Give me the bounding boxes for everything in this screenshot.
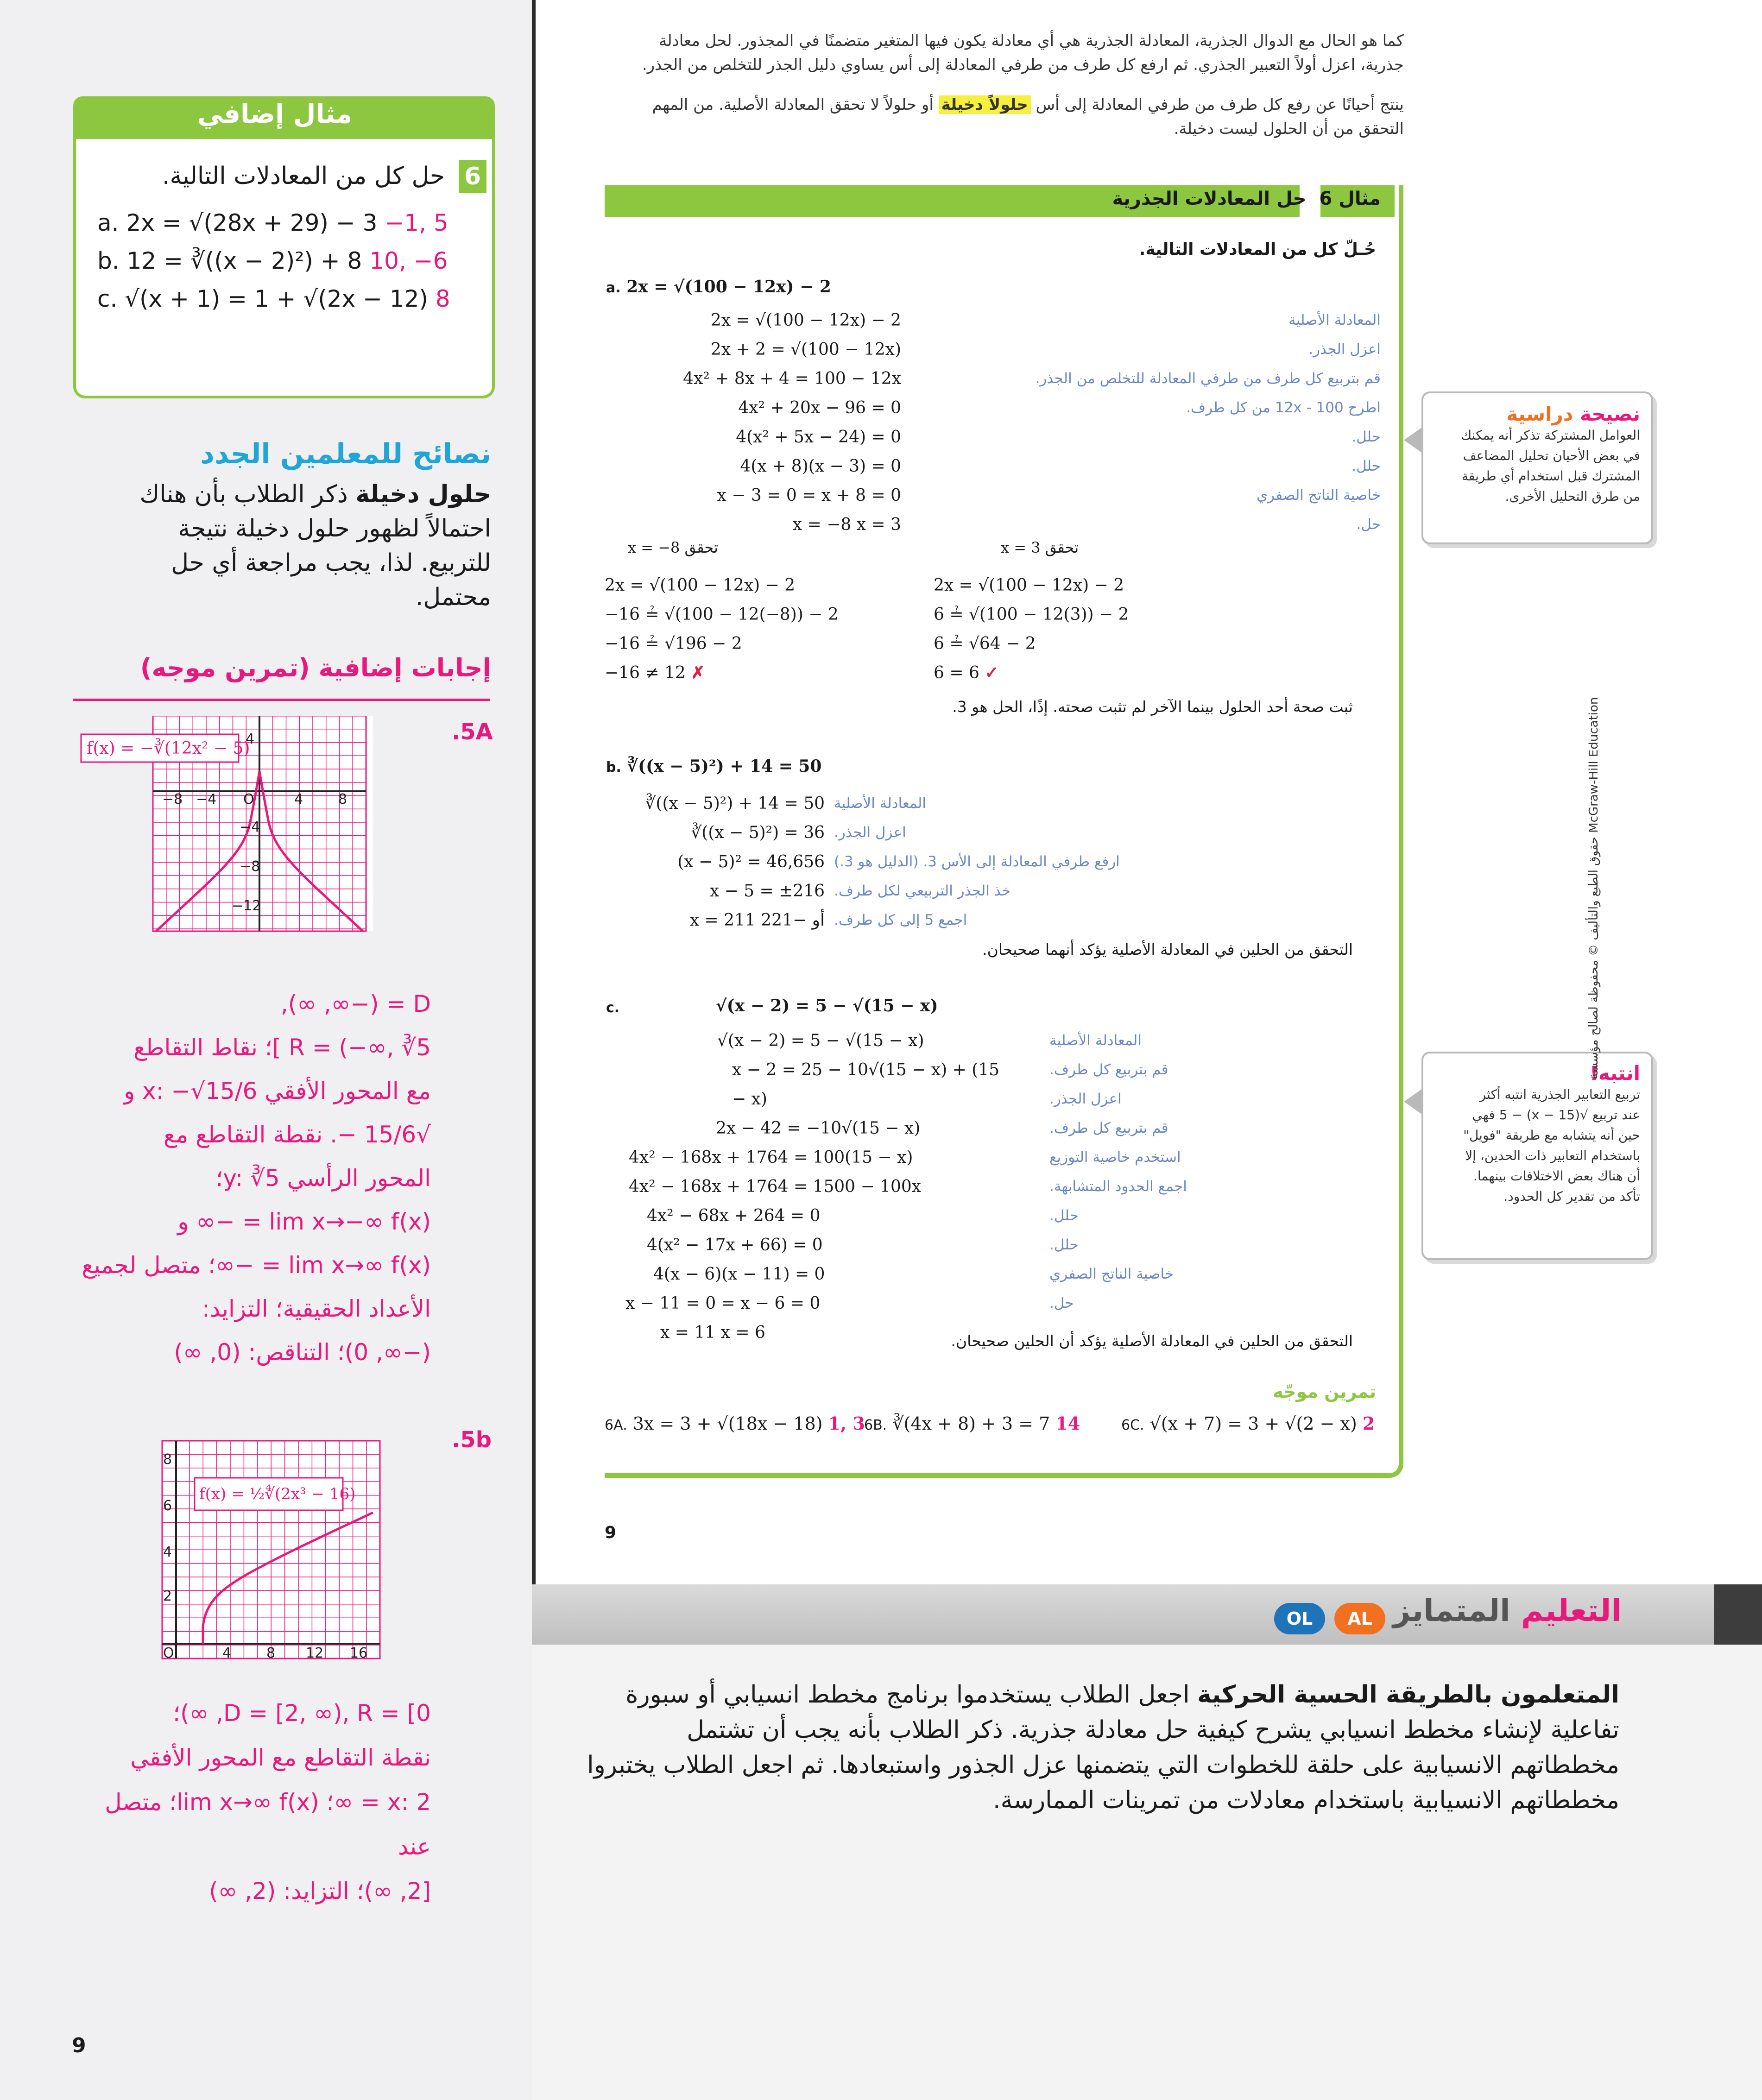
check-right: 2x = √(100 − 12x) − 2 6 ≟ √(100 − 12(3)) − 2 6 ≟ √64 − 2 6 = 6 ✓	[934, 576, 1129, 682]
check-left-title: x = −8 تحقق	[628, 539, 718, 556]
additional-example-number: 6	[459, 160, 486, 193]
answer-5b-label: .5b	[452, 1427, 492, 1453]
tick-x: 8	[266, 1645, 276, 1661]
step-eq: x = 211 أو −221	[689, 911, 825, 930]
step-note: المعادلة الأصلية	[1049, 1032, 1142, 1049]
step-eq: x − 2 = 25 − 10√(15 − x) + (15 − x)	[732, 1060, 1000, 1109]
step-note: حلل.	[1049, 1207, 1079, 1224]
step-note: حلل.	[1351, 458, 1381, 474]
differentiated-instruction-panel	[532, 1584, 1762, 2100]
tick-x: −8	[162, 791, 183, 807]
graph-5b-fn-label: f(x) = ½∜(2x³ − 16)	[199, 1485, 356, 1503]
check-right-title: x = 3 تحقق	[1001, 539, 1079, 556]
study-tip-pointer	[1404, 427, 1422, 453]
step-eq: 4x² − 168x + 1764 = 1500 − 100x	[629, 1177, 922, 1196]
step-note: استخدم خاصية التوزيع	[1049, 1149, 1181, 1166]
part-a-steps-notes	[917, 306, 1381, 539]
column-divider	[532, 0, 536, 1589]
step-eq: x = −8 x = 3	[792, 515, 901, 534]
step-eq: 2x − 42 = −10√(15 − x)	[716, 1119, 921, 1138]
watch-out-pointer	[1404, 1089, 1422, 1115]
answer-5b-text: D = [2, ∞), R = [0, ∞)؛ نقطة التقاطع مع المحور الأفقي x: 2 = ∞؛ lim x→∞ f(x)؛ متصل عند [2, ∞)؛ التزايد: (2, ∞)	[105, 1700, 431, 1905]
step-note: قم بتربيع كل طرف من طرفي المعادلة للتخلص من الجذر.	[1035, 370, 1381, 387]
tick-x: 4	[222, 1645, 232, 1661]
step-note: اجمع 5 إلى كل طرف.	[834, 912, 967, 928]
step-note: اطرح 12x - 100 من كل طرف.	[1186, 399, 1381, 416]
example-title: مثال 6 حل المعادلات الجذرية	[1112, 188, 1381, 209]
page-number: 9	[605, 1523, 617, 1542]
extraneous-roots-term: حلولاً دخيلة	[939, 95, 1031, 114]
guided-item-6b: 6B. ∛(4x + 8) + 3 = 7 14	[864, 1413, 1080, 1434]
diff-bar-end	[1714, 1584, 1762, 1645]
tick-y: 6	[163, 1498, 172, 1514]
step-eq: ∛((x − 5)²) = 36	[691, 823, 825, 842]
tick-y: 2	[163, 1588, 172, 1604]
step-eq: x − 3 = 0 = x + 8 = 0	[717, 486, 901, 505]
step-note: خاصية الناتج الصفري	[1049, 1266, 1174, 1282]
graph-5a	[76, 716, 373, 938]
step-eq: 4x² − 68x + 264 = 0	[647, 1206, 821, 1225]
step-eq: 4(x² − 17x + 66) = 0	[647, 1236, 823, 1255]
step-eq: 4(x − 6)(x − 11) = 0	[653, 1265, 825, 1284]
new-teacher-tips-title: نصائح للمعلمين الجدد	[200, 438, 491, 470]
step-note: قم بتربيع كل طرف.	[1049, 1120, 1168, 1136]
step-note: اعزل الجذر.	[1308, 341, 1381, 358]
watch-out-box: انتبه! تربيع التعابير الجذرية انتبه أكثر عند تربيع √(15 − x) − 5 فهي حين أنه يتشابه مع طريقة "فويل" باستخدام التعابير ذات الحدين، إلا أن هناك بعض الاختلافات بينهما. تأكد من تقدير كل الحدود.	[1421, 1052, 1653, 1260]
step-eq: 4x² + 8x + 4 = 100 − 12x	[683, 369, 901, 388]
level-badge-al: AL	[1334, 1603, 1385, 1634]
copyright-notice: حقوق الطبع والتأليف © محفوظة لصالح مؤسسة McGraw-Hill Education	[1587, 697, 1601, 1079]
part-b-problem: b. ∛((x − 5)²) + 14 = 50	[606, 757, 822, 776]
tick-x: 8	[338, 791, 347, 807]
tick-x: O	[163, 1645, 174, 1661]
part-a-conclusion: ثبت صحة أحد الحلول بينما الآخر لم تثبت صحته. إذًا، الحل هو 3.	[952, 698, 1353, 716]
step-eq: x − 5 = ±216	[709, 882, 825, 901]
guided-practice-label: تمرين موجّه	[1273, 1381, 1376, 1402]
guided-item-6c: 6C. √(x + 7) = 3 + √(2 − x) 2	[1121, 1413, 1375, 1434]
tick-x: 4	[294, 791, 303, 807]
part-c-conclusion: التحقق من الحلين في المعادلة الأصلية يؤكد أن الحلين صحيحان.	[951, 1332, 1353, 1350]
step-eq: √(x − 2) = 5 − √(15 − x)	[717, 1031, 924, 1050]
step-note: قم بتربيع كل طرف.	[1049, 1061, 1168, 1078]
step-note: المعادلة الأصلية	[1288, 312, 1381, 328]
step-note: اعزل الجذر.	[834, 824, 906, 841]
additional-example-instruction: حل كل من المعادلات التالية.	[162, 162, 445, 190]
new-teacher-tips-body: حلول دخيلة ذكر الطلاب بأن هناك احتمالاً لظهور حلول دخيلة نتيجة للتربيع. لذا، يجب مراجعة أي حل محتمل.	[139, 480, 491, 611]
step-eq: 4x² − 168x + 1764 = 100(15 − x)	[629, 1148, 913, 1167]
tick-x: −4	[196, 791, 217, 807]
step-note: خذ الجذر التربيعي لكل طرف.	[834, 883, 1011, 899]
level-badge-ol: OL	[1274, 1603, 1325, 1634]
additional-example-items	[97, 204, 482, 318]
addl-item-b: b. 12 = ∛((x − 2)²) + 8 10, −6	[97, 247, 448, 274]
step-eq: 2x = √(100 − 12x) − 2	[710, 311, 901, 330]
intro-paragraph-2: ينتج أحيانًا عن رفع كل طرف من طرفي المعادلة إلى أس حلولاً دخيلة أو حلولاً لا تحقق المعادلة الأصلية. من المهم التحقق من أن الحلول ليست دخيلة.	[652, 95, 1404, 138]
example-instruction: حُـلّ كل من المعادلات التالية.	[1139, 240, 1376, 259]
step-note: اجمع الحدود المتشابهة.	[1049, 1178, 1187, 1195]
step-note: اعزل الجذر.	[1049, 1091, 1122, 1107]
intro-paragraph-1: كما هو الحال مع الدوال الجذرية، المعادلة الجذرية هي أي معادلة يكون فيها المتغير متضمنًا في المجذور. لحل معادلة جذرية، اعزل أولاً التعبير الجذري. ثم ارفع كل طرف من طرفي المعادلة إلى أس يساوي دليل الجذر للتخلص من الجذر.	[642, 32, 1404, 74]
graph-5b	[158, 1436, 385, 1663]
study-tip-box: نصيحة دراسية العوامل المشتركة تذكر أنه يمكنك في بعض الأحيان تحليل المضاعف المشترك قبل استخدام أي طريقة من طرق التحليل الأخرى.	[1421, 391, 1653, 544]
step-eq: 2x + 2 = √(100 − 12x)	[710, 340, 901, 359]
left-page-number: 9	[72, 2034, 86, 2057]
answer-5a-text: D = (−∞, ∞), R = (−∞, ∛5 ]؛ نقاط التقاطع مع المحور الأفقي x: −√15/6 و √15/6 −. نقطة التقاطع مع المحور الرأسي y: ∛5؛ lim x→−∞ f(x) = −∞ و lim x→∞ f(x) = −∞؛ متصل لجميع الأعداد الحقيقية؛ التزايد: (−∞, 0)؛ التناقص: (0, ∞)	[82, 990, 431, 1366]
tick-y: −8	[240, 858, 260, 875]
incorrect-mark: ✗	[691, 663, 705, 682]
step-eq: 4(x² + 5x − 24) = 0	[736, 428, 901, 447]
step-eq: ∛((x − 5)²) + 14 = 50	[645, 794, 825, 813]
step-note: خاصية الناتج الصفري	[1256, 487, 1381, 504]
answers-rule	[73, 699, 490, 701]
tick-y: 4	[246, 731, 255, 747]
part-b-conclusion: التحقق من الحلين في المعادلة الأصلية يؤكد أنهما صحيحان.	[982, 940, 1353, 959]
part-c-steps-eq	[602, 1026, 1010, 1347]
part-c-problem: √(x − 2) = 5 − √(15 − x)	[716, 996, 938, 1015]
part-c-tag: c.	[606, 1000, 620, 1016]
differentiated-instruction-body: المتعلمون بالطريقة الحسية الحركية اجعل الطلاب يستخدموا برنامج مخطط انسيابي أو سبورة تفاعلية لإنشاء مخطط انسيابي يشرح كيفية حل معادلة جذرية. ذكر الطلاب بأنه يجب أن تشتمل مخططاتهم الانسيابية على حلقة للخطوات التي يتضمنها عزل الجذور واستبعادها. ثم اجعل الطلاب يختبروا مخططاتهم الانسيابية باستخدام معادلات من تمرينات الممارسة.	[587, 1681, 1619, 1814]
step-eq: x − 11 = 0 = x − 6 = 0	[625, 1294, 821, 1313]
additional-answers-title: إجابات إضافية (تمرين موجه)	[140, 653, 491, 682]
correct-mark: ✓	[985, 663, 999, 682]
tick-y: −12	[232, 898, 261, 914]
addl-item-c: c. √(x + 1) = 1 + √(2x − 12) 8	[97, 285, 450, 312]
step-note: حلل.	[1049, 1236, 1079, 1253]
step-eq: (x − 5)² = 46,656	[677, 852, 825, 871]
step-note: حل.	[1356, 516, 1381, 533]
guided-item-6a: 6A. 3x = 3 + √(18x − 18) 1, 3	[605, 1413, 865, 1434]
step-note: ارفع طرفي المعادلة إلى الأس 3. (الدليل هو 3.)	[834, 853, 1120, 870]
step-note: حل.	[1049, 1295, 1074, 1312]
tick-x: 16	[350, 1645, 368, 1661]
tick-y: 4	[163, 1544, 172, 1560]
tick-y: −4	[240, 819, 260, 835]
step-eq: x = 11 x = 6	[660, 1323, 765, 1342]
graph-5a-fn-label: f(x) = −∛(12x² − 5)	[87, 739, 250, 758]
answer-5a-label: .5A	[452, 719, 493, 745]
step-eq: 4(x + 8)(x − 3) = 0	[740, 457, 901, 476]
part-b-steps-notes	[834, 789, 1297, 935]
check-left: 2x = √(100 − 12x) − 2 −16 ≟ √(100 − 12(−8)) − 2 −16 ≟ √196 − 2 −16 ≠ 12 ✗	[605, 576, 839, 682]
part-a-problem: a. 2x = √(100 − 12x) − 2	[606, 277, 831, 296]
part-c-steps-notes	[1049, 1026, 1402, 1318]
step-note: المعادلة الأصلية	[834, 795, 926, 812]
addl-item-a: a. 2x = √(28x + 29) − 3 −1, 5	[97, 209, 448, 236]
step-note: حلل.	[1351, 429, 1381, 445]
differentiated-instruction-title: التعليم المتمايز	[1393, 1593, 1622, 1628]
step-eq: 4x² + 20x − 96 = 0	[738, 398, 901, 417]
additional-example-title: مثال إضافي	[197, 99, 352, 129]
tick-x: O	[243, 791, 254, 807]
part-b-steps-eq	[602, 789, 825, 935]
tick-y: 8	[163, 1451, 172, 1468]
tick-x: 12	[306, 1645, 324, 1661]
